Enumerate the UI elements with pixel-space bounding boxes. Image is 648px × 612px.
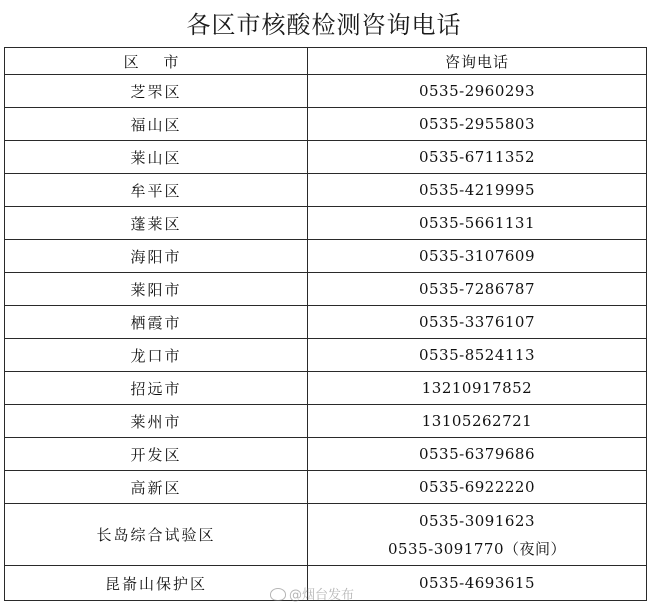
district-cell: 高新区 [5, 471, 308, 504]
phone-number: 0535-5661131 [418, 214, 536, 232]
header-district: 区 市 [5, 48, 308, 75]
phone-number: 0535-6379686 [418, 445, 536, 463]
watermark-text: @烟台发布 [289, 588, 355, 603]
phone-cell [308, 75, 647, 108]
district-cell: 龙口市 [5, 339, 308, 372]
table-row [5, 207, 647, 240]
district-cell: 长岛综合试验区 [5, 504, 308, 566]
phone-number: 13105262721 [421, 412, 533, 430]
district-cell: 莱山区 [5, 141, 308, 174]
phone-cell [308, 372, 647, 405]
district-cell: 蓬莱区 [5, 207, 308, 240]
table-row [5, 339, 647, 372]
phone-number: 0535-2960293 [418, 82, 536, 100]
table-row [5, 405, 647, 438]
phone-number: 13210917852 [421, 379, 533, 397]
phone-cell [308, 174, 647, 207]
phone-cell [308, 504, 647, 566]
phone-number: 0535-4693615 [418, 574, 536, 592]
district-cell: 招远市 [5, 372, 308, 405]
table-row [5, 174, 647, 207]
table-row [5, 141, 647, 174]
phone-number: 0535-6922220 [418, 478, 536, 496]
table-row [5, 306, 647, 339]
table-row [5, 372, 647, 405]
phone-number: 0535-3376107 [418, 313, 536, 331]
phone-cell [308, 141, 647, 174]
phone-number: 0535-3107609 [418, 247, 536, 265]
district-cell: 栖霞市 [5, 306, 308, 339]
table-row [5, 108, 647, 141]
district-cell: 昆嵛山保护区 [5, 566, 308, 601]
district-cell: 开发区 [5, 438, 308, 471]
table-row [5, 75, 647, 108]
phone-cell [308, 207, 647, 240]
table-row [5, 471, 647, 504]
table-row [5, 273, 647, 306]
district-cell: 牟平区 [5, 174, 308, 207]
district-cell: 莱州市 [5, 405, 308, 438]
phone-number-night: 0535-3091770（夜间） [387, 539, 567, 558]
hotline-table [4, 47, 647, 601]
phone-cell [308, 339, 647, 372]
phone-cell [308, 405, 647, 438]
phone-cell [308, 471, 647, 504]
phone-cell [308, 438, 647, 471]
phone-number: 0535-2955803 [418, 115, 536, 133]
table-row [5, 438, 647, 471]
table-row [5, 504, 647, 566]
table-header-row [5, 48, 647, 75]
phone-cell [308, 108, 647, 141]
district-cell: 海阳市 [5, 240, 308, 273]
phone-number: 0535-4219995 [418, 181, 536, 199]
phone-number: 0535-3091623 [418, 511, 536, 530]
phone-number: 0535-6711352 [418, 148, 536, 166]
table-row [5, 240, 647, 273]
weibo-icon [270, 588, 286, 601]
district-cell: 芝罘区 [5, 75, 308, 108]
header-phone: 咨询电话 [308, 48, 647, 75]
weibo-watermark [270, 585, 410, 607]
district-cell: 莱阳市 [5, 273, 308, 306]
page-title: 各区市核酸检测咨询电话 [186, 11, 462, 39]
phone-number: 0535-8524113 [418, 346, 536, 364]
phone-number: 0535-7286787 [418, 280, 536, 298]
phone-cell [308, 240, 647, 273]
phone-cell [308, 306, 647, 339]
phone-cell [308, 273, 647, 306]
district-cell: 福山区 [5, 108, 308, 141]
